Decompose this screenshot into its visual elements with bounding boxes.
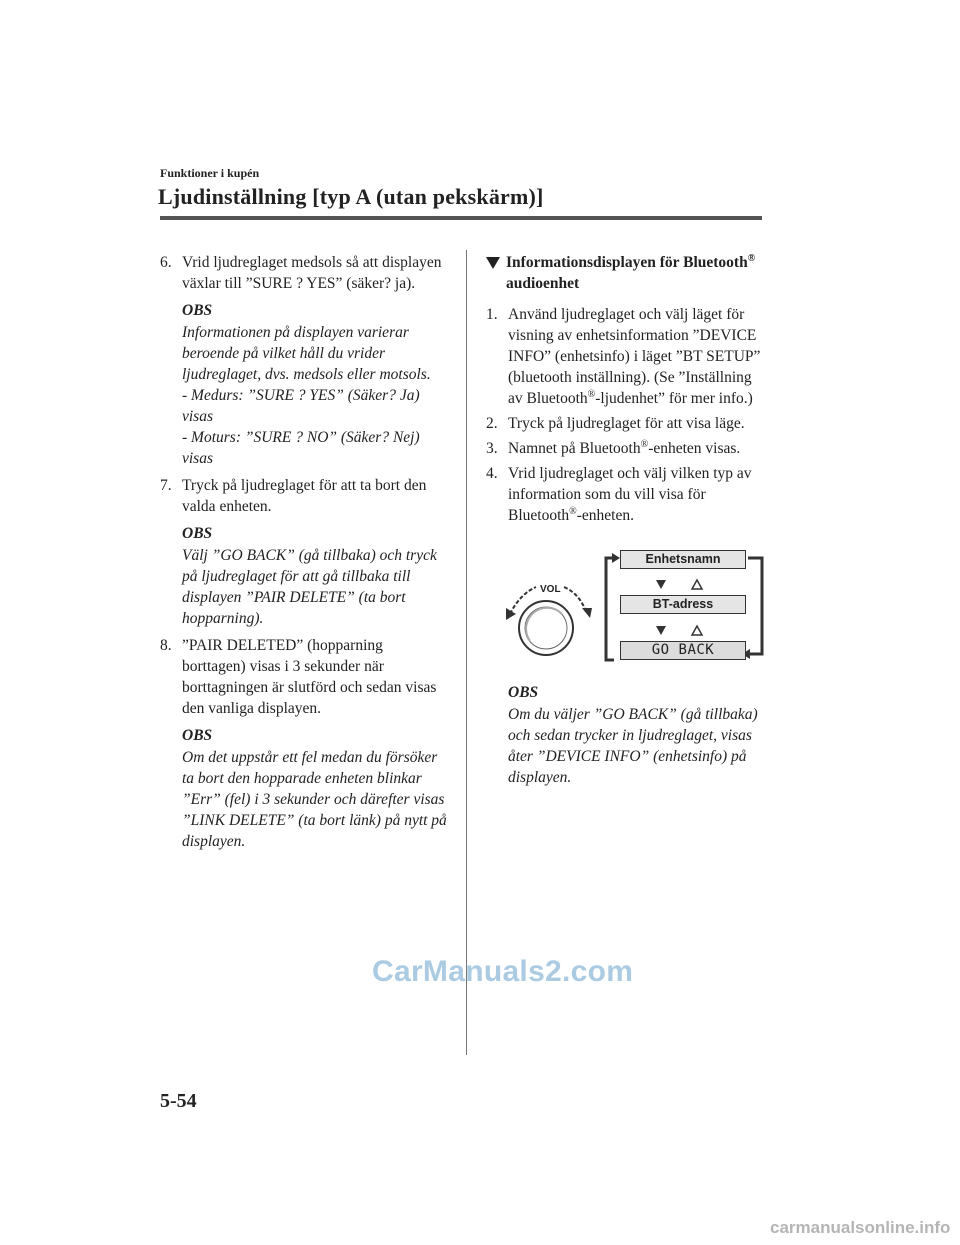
note-text: Om det uppstår ett fel medan du försöker ta bort den hopparade enheten blinkar ”Err” (fel) i 3 sekunder och därefter visas ”LINK DELETE” (ta bort länk) på nytt på displayen. — [182, 749, 447, 850]
note-box — [182, 300, 450, 469]
note-box — [508, 682, 766, 788]
step-3 — [486, 438, 766, 459]
step-number: 1. — [486, 306, 498, 323]
step-4 — [486, 463, 766, 526]
display-box-go-back: GO BACK — [620, 641, 746, 660]
note-label: OBS — [182, 525, 213, 542]
display-diagram — [486, 550, 766, 668]
step-text: Vrid ljudreglaget och välj vilken typ av information som du vill visa för Bluetooth®-enheten. — [508, 465, 752, 524]
section-label: Funktioner i kupén — [160, 166, 260, 180]
step-8 — [160, 635, 450, 719]
step-text: Tryck på ljudreglaget för att visa läge. — [508, 415, 745, 432]
subsection-heading — [486, 252, 766, 294]
right-column — [486, 252, 766, 794]
step-text: Vrid ljudreglaget medsols så att displayen växlar till ”SURE ? YES” (säker? ja). — [182, 254, 442, 292]
watermark: CarManuals2.com — [372, 955, 634, 988]
display-box-bt-address: BT-adress — [620, 595, 746, 614]
step-text: Använd ljudreglaget och välj läget för visning av enhetsinformation ”DEVICE INFO” (enhetsinfo) i läget ”BT SETUP” (bluetooth inställning). (Se ”Inställning av Bluetooth®-ljudenhet” för mer info.) — [508, 306, 761, 407]
vol-label: VOL — [540, 584, 561, 595]
title-rule — [160, 216, 762, 220]
page-number: 5-54 — [160, 1090, 197, 1112]
step-number: 8. — [160, 637, 172, 654]
note-label: OBS — [182, 302, 213, 319]
site-footer: carmanualsonline.info — [770, 1218, 951, 1237]
step-7 — [160, 475, 450, 517]
step-2 — [486, 413, 766, 434]
subsection-title: Informationsdisplayen för Bluetooth® audioenhet — [506, 252, 756, 292]
note-text: Informationen på displayen varierar beroende på vilket håll du vrider ljudreglaget, dvs. medsols eller motsols. — [182, 324, 431, 383]
note-text: - Medurs: ”SURE ? YES” (Säker? Ja) visas — [182, 387, 420, 425]
step-text: Tryck på ljudreglaget för att ta bort den valda enheten. — [182, 477, 427, 515]
note-box — [182, 725, 450, 852]
note-label: OBS — [508, 684, 539, 701]
step-number: 4. — [486, 465, 498, 482]
step-1 — [486, 304, 766, 409]
step-text: Namnet på Bluetooth®-enheten visas. — [508, 438, 741, 457]
note-text: Välj ”GO BACK” (gå tillbaka) och tryck på ljudreglaget för att gå tillbaka till displayen ”PAIR DELETE” (ta bort hopparning). — [182, 547, 437, 627]
step-number: 3. — [486, 440, 498, 457]
note-label: OBS — [182, 727, 213, 744]
note-text: Om du väljer ”GO BACK” (gå tillbaka) och sedan trycker in ljudreglaget, visas åter ”DEVICE INFO” (enhetsinfo) på displayen. — [508, 706, 758, 786]
note-text: - Moturs: ”SURE ? NO” (Säker? Nej) visas — [182, 429, 420, 467]
page-title: Ljudinställning [typ A (utan pekskärm)] — [158, 184, 544, 209]
step-number: 2. — [486, 415, 498, 432]
display-box-device-name: Enhetsnamn — [620, 550, 746, 569]
step-text: ”PAIR DELETED” (hopparning borttagen) visas i 3 sekunder när borttagningen är slutförd och sedan visas den vanliga displayen. — [182, 637, 437, 717]
note-box — [182, 523, 450, 629]
left-column — [160, 252, 450, 858]
triangle-down-icon — [486, 252, 506, 294]
volume-knob-icon — [519, 601, 573, 655]
step-number: 6. — [160, 254, 172, 271]
column-divider — [466, 250, 467, 1055]
step-6 — [160, 252, 450, 294]
step-number: 7. — [160, 477, 172, 494]
